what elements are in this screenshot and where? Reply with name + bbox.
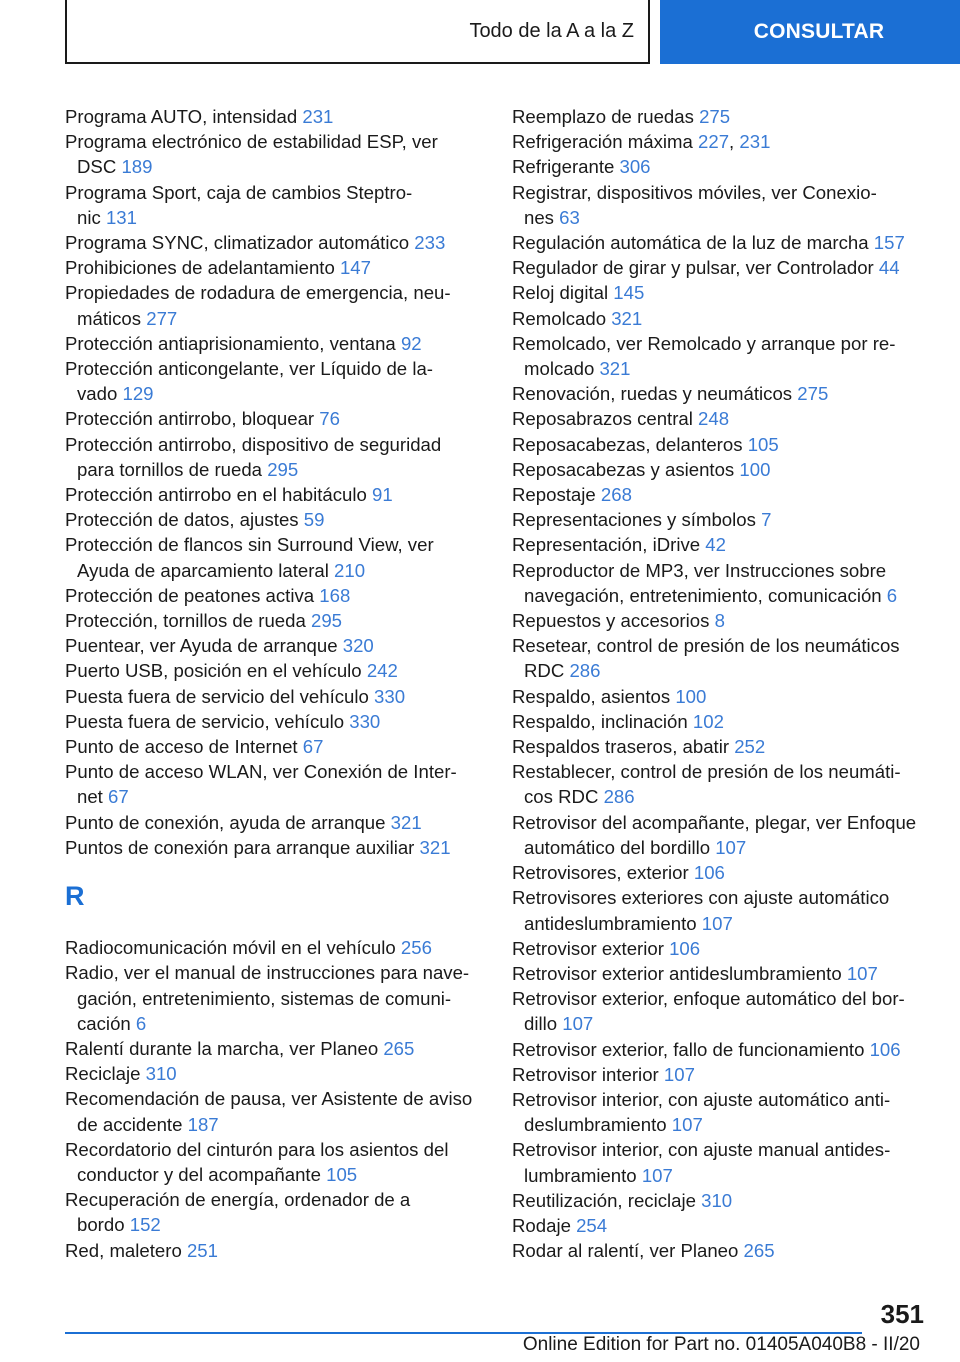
index-entry [512,154,932,179]
page-ref-link[interactable]: 227 [698,131,730,153]
page-ref-link[interactable]: 107 [715,836,747,858]
index-entry [512,633,932,683]
index-entry-text: Protección de peatones activa [65,584,320,606]
index-entry-text: Programa SYNC, climatizador automático [65,232,415,254]
index-entry-text: Protección, tornillos de rueda [65,610,311,632]
index-entry-text: Protección de datos, ajustes [65,509,304,531]
index-entry-text: vado [77,383,123,405]
index-entry-text: molcado [524,358,600,380]
index-entry-text: antideslumbramiento [524,912,702,934]
index-entry [65,583,485,608]
page-ref-link[interactable]: 310 [701,1189,733,1211]
page-ref-link[interactable]: 92 [400,332,422,354]
index-entry [512,1137,932,1187]
index-entry-text: Retrovisor exterior antideslumbramiento [512,962,847,984]
index-entry [512,457,932,482]
index-entry-text: Retrovisor exterior [512,937,670,959]
index-entry-text: Red, maletero [65,1239,187,1261]
index-entry-text: RDC [524,660,570,682]
index-entry-text: Ralentí durante la marcha, ver Planeo [65,1037,384,1059]
index-entry-text: Repostaje [512,484,601,506]
index-entry [65,1137,485,1187]
index-entry [512,1238,932,1263]
index-entry [512,306,932,331]
page-ref-link[interactable]: 265 [743,1240,775,1262]
index-entry-text: Retrovisores exteriores con ajuste automático [512,887,890,909]
index-entry-text: conductor y del acompañante [77,1163,327,1185]
page-ref-link[interactable]: 145 [613,282,645,304]
page-ref-link[interactable]: 131 [105,206,137,228]
index-entry-text: automático del bordillo [524,836,716,858]
index-entry-text: Recordatorio del cinturón para los asientos del [65,1138,449,1160]
index-entry-text: Protección de flancos sin Surround View, ver [65,534,434,556]
index-entry [512,1188,932,1213]
page-ref-link[interactable]: 129 [122,383,154,405]
index-entry-text: Respaldo, asientos [512,685,676,707]
page-ref-link[interactable]: 91 [372,484,393,506]
page-ref-link[interactable]: 6 [135,1012,147,1034]
index-entry [65,835,485,860]
index-entry-text: Repuestos y accesorios [512,610,715,632]
index-entry-text: Punto de conexión, ayuda de arranque [65,811,391,833]
page-ref-separator: , [729,131,740,153]
page-ref-link[interactable]: 67 [302,736,324,758]
page-ref-link[interactable]: 100 [675,685,707,707]
page-ref-link[interactable]: 330 [374,685,406,707]
page-ref-link[interactable]: 105 [326,1163,358,1185]
index-entry [65,734,485,759]
page-ref-link[interactable]: 107 [641,1164,673,1186]
index-entry-text: nic [77,206,106,228]
index-entry [512,558,932,608]
index-entry [65,658,485,683]
index-entry [512,810,932,860]
index-entry [65,104,485,129]
index-entry-text: Representaciones y símbolos [512,509,762,531]
index-entry [65,1238,485,1263]
page-ref-link[interactable]: 310 [145,1063,177,1085]
index-entry [512,432,932,457]
page-number: 351 [880,1299,924,1329]
index-entry [512,608,932,633]
index-entry-text: Representación, iDrive [512,534,706,556]
index-entry [65,759,485,809]
page-ref-link[interactable]: 7 [761,509,772,531]
index-entry-text: Protección anticongelante, ver Líquido de la- [65,358,433,380]
page-header [0,0,960,66]
index-entry [512,230,932,255]
index-entry-text: Rodar al ralentí, ver Planeo [512,1240,744,1262]
index-entry-text: Remolcado, ver Remolcado y arranque por re- [512,332,896,354]
index-entry [512,709,932,734]
page-ref-link[interactable]: 321 [390,811,422,833]
page-ref-link[interactable]: 107 [846,962,878,984]
page-ref-link[interactable]: 168 [319,584,351,606]
page-ref-link[interactable]: 277 [146,307,178,329]
index-entry-text: Rodaje [512,1214,577,1236]
index-entry-text: Respaldo, inclinación [512,710,693,732]
page-ref-link[interactable]: 242 [366,660,398,682]
index-entry [512,532,932,557]
index-entry [512,986,932,1036]
page-ref-link[interactable]: 106 [869,1038,901,1060]
index-entry [65,960,485,1036]
index-entry [512,961,932,986]
footer-edition: Online Edition for Part no. 01405A040B8 - II/20 [522,1334,920,1355]
page-ref-link[interactable]: 210 [334,559,366,581]
index-entry-text: Respaldos traseros, abatir [512,736,735,758]
page-ref-link[interactable]: 286 [569,660,601,682]
index-entry-text: Programa AUTO, intensidad [65,106,303,127]
index-entry [65,532,485,582]
page-ref-link[interactable]: 107 [671,1114,703,1136]
index-entry-text: Puerto USB, posición en el vehículo [65,660,367,682]
index-entry-text: Recuperación de energía, ordenador de a [65,1189,411,1211]
page-ref-link[interactable]: 107 [701,912,733,934]
index-entry-text: dillo [524,1013,563,1035]
index-entry [65,129,485,179]
page-ref-link[interactable]: 231 [739,131,771,153]
consultar-tab[interactable] [660,0,960,64]
index-entry [65,482,485,507]
index-entry [512,280,932,305]
index-entry-text: DSC [77,156,122,178]
index-entry-text: Retrovisores, exterior [512,862,694,884]
index-entry [65,810,485,835]
consultar-tab-label: CONSULTAR [753,20,885,43]
index-entry-text: Reutilización, reciclaje [512,1189,702,1211]
page-ref-link[interactable]: 76 [319,408,340,430]
index-entry-text: Puentear, ver Ayuda de arranque [65,635,343,657]
index-entry [65,1187,485,1237]
index-entry-text: Protección antiaprisionamiento, ventana [65,332,401,354]
index-column-right [512,104,932,1263]
index-entry-text: Puesta fuera de servicio del vehículo [65,685,375,707]
index-entry-text: Regulador de girar y pulsar, ver Controlador [512,257,879,279]
index-entry-text: Ayuda de aparcamiento lateral [77,559,335,581]
index-entry [512,406,932,431]
page-ref-link[interactable]: 233 [414,232,446,254]
index-entry [512,1062,932,1087]
index-entry-text: cación [77,1012,136,1034]
page-ref-link[interactable]: 189 [121,156,153,178]
page-ref-link[interactable]: 251 [186,1239,218,1261]
index-entry [512,129,932,154]
index-entry [65,684,485,709]
page-ref-link[interactable]: 275 [699,106,731,127]
index-entry [65,608,485,633]
page-ref-link[interactable]: 152 [129,1214,161,1236]
index-entry [65,1036,485,1061]
section-tab-label: Todo de la A a la Z [469,19,634,42]
index-entry-text: Radio, ver el manual de instrucciones para nave- [65,962,470,984]
page-ref-link[interactable]: 321 [611,307,643,329]
index-entry [512,1087,932,1137]
index-entry-text: lumbramiento [524,1164,642,1186]
index-entry-text: Refrigeración máxima [512,131,699,153]
index-entry-text: Resetear, control de presión de los neumáticos [512,635,900,657]
index-entry-text: Prohibiciones de adelantamiento [65,257,340,279]
index-entry-text: Retrovisor exterior, fallo de funcionamiento [512,1038,870,1060]
page-ref-link[interactable]: 248 [698,408,730,430]
index-entry-text: gación, entretenimiento, sistemas de comuni- [77,987,452,1009]
index-entry-text: Reproductor de MP3, ver Instrucciones sobre [512,559,887,581]
index-entry [512,180,932,230]
index-entry [65,356,485,406]
index-entry [512,1213,932,1238]
index-entry [512,1037,932,1062]
index-entry-text: cos RDC [524,786,604,808]
page-ref-link[interactable]: 286 [603,786,635,808]
index-entry-text: Protección antirrobo, bloquear [65,408,320,430]
index-entry-text: Renovación, ruedas y neumáticos [512,383,798,405]
page-ref-link[interactable]: 63 [559,206,580,228]
page-ref-link[interactable]: 321 [419,836,451,858]
index-entry [512,885,932,935]
index-entry-text: Reemplazo de ruedas [512,106,700,127]
index-entry [512,759,932,809]
index-entry-text: bordo [77,1214,130,1236]
index-entry-text: Punto de acceso de Internet [65,736,303,758]
page-ref-link[interactable]: 321 [599,358,631,380]
index-entry [65,180,485,230]
page-ref-link[interactable]: 106 [669,937,701,959]
index-entry [512,255,932,280]
index-column-left [65,104,485,1263]
index-entry [65,331,485,356]
index-entry-text: nes [524,206,560,228]
index-entry [512,734,932,759]
index-entry-text: Punto de acceso WLAN, ver Conexión de Inter- [65,761,457,783]
page-ref-link[interactable]: 275 [797,383,829,405]
page-ref-link[interactable]: 8 [714,610,725,632]
index-entry-text: para tornillos de rueda [77,458,268,480]
page-ref-link[interactable]: 105 [747,433,779,455]
page-ref-link[interactable]: 295 [267,458,299,480]
page-ref-link[interactable]: 231 [302,106,334,127]
index-entry [65,507,485,532]
page-ref-link[interactable]: 100 [739,458,771,480]
index-entry-text: Puntos de conexión para arranque auxiliar [65,836,420,858]
page-ref-link[interactable]: 42 [705,534,726,556]
index-letter-heading: R [65,881,85,912]
index-entry-text: Regulación automática de la luz de marcha [512,232,874,254]
page-ref-link[interactable]: 107 [663,1063,695,1085]
page-ref-link[interactable]: 67 [108,786,129,808]
index-entry [65,406,485,431]
section-tab[interactable] [65,0,650,64]
page-ref-link[interactable]: 254 [576,1214,608,1236]
index-entry [512,331,932,381]
index-entry-text: Programa Sport, caja de cambios Steptro- [65,181,413,203]
index-entry [65,432,485,482]
index-entry-text: Radiocomunicación móvil en el vehículo [65,937,401,959]
index-entry-text: Registrar, dispositivos móviles, ver Conexio- [512,181,877,203]
index-entry-text: Reposabrazos central [512,408,699,430]
page-ref-link[interactable]: 187 [187,1113,219,1135]
index-entry-text: deslumbramiento [524,1114,672,1136]
index-entry-text: Recomendación de pausa, ver Asistente de aviso [65,1088,473,1110]
index-entry-text: Refrigerante [512,156,620,178]
index-entry-text: navegación, entretenimiento, comunicación [524,584,887,606]
index-entry [65,633,485,658]
index-entry-text: Reposacabezas y asientos [512,458,740,480]
index-entry [512,482,932,507]
index-entry [65,709,485,734]
index-entry-text: Retrovisor interior [512,1063,664,1085]
index-entry [65,935,485,960]
page-ref-link[interactable]: 306 [619,156,651,178]
index-entry-text: Retrovisor exterior, enfoque automático del bor- [512,988,905,1010]
index-entry-text: Reposacabezas, delanteros [512,433,748,455]
index-entry [512,507,932,532]
page-ref-link[interactable]: 6 [886,584,898,606]
page-ref-link[interactable]: 147 [339,257,371,279]
index-entry-text: Propiedades de rodadura de emergencia, neu- [65,282,451,304]
page-ref-link[interactable]: 157 [873,232,905,254]
index-entry-text: Retrovisor del acompañante, plegar, ver Enfoque [512,811,917,833]
index-entry [512,936,932,961]
index-entry [512,381,932,406]
page-ref-link[interactable]: 44 [878,257,900,279]
index-entry-text: Protección antirrobo en el habitáculo [65,484,372,506]
page-ref-link[interactable]: 295 [311,610,343,632]
index-entry-text: Protección antirrobo, dispositivo de seguridad [65,433,442,455]
index-entry [65,255,485,280]
index-entry-text: máticos [77,307,147,329]
page-ref-link[interactable]: 59 [303,509,325,531]
page-ref-link[interactable]: 256 [400,937,432,959]
index-entry-text: Remolcado [512,307,612,329]
index-entry [512,860,932,885]
index-entry-text: Retrovisor interior, con ajuste manual antides- [512,1139,891,1161]
page-ref-link[interactable]: 107 [562,1013,594,1035]
page-ref-link[interactable]: 265 [383,1037,415,1059]
index-entry [65,1061,485,1086]
page-ref-link[interactable]: 102 [692,710,724,732]
index-entry [65,1086,485,1136]
page-ref-link[interactable]: 268 [600,484,632,506]
index-entry-text: Retrovisor interior, con ajuste automático anti- [512,1088,891,1110]
index-entry-text: Programa electrónico de estabilidad ESP, ver [65,131,438,153]
index-entry-text: de accidente [77,1113,188,1135]
index-entry [65,230,485,255]
index-entry-text: Restablecer, control de presión de los neumáti- [512,761,901,783]
page-ref-link[interactable]: 252 [734,736,766,758]
index-entry-text: Reciclaje [65,1063,146,1085]
page-ref-link[interactable]: 106 [693,862,725,884]
page-ref-link[interactable]: 320 [342,635,374,657]
index-entry-text: net [77,786,109,808]
index-entry-text: Puesta fuera de servicio, vehículo [65,710,350,732]
index-entry-text: Reloj digital [512,282,614,304]
index-entry [65,280,485,330]
page-ref-link[interactable]: 330 [349,710,381,732]
index-entry [512,684,932,709]
index-entry [512,104,932,129]
